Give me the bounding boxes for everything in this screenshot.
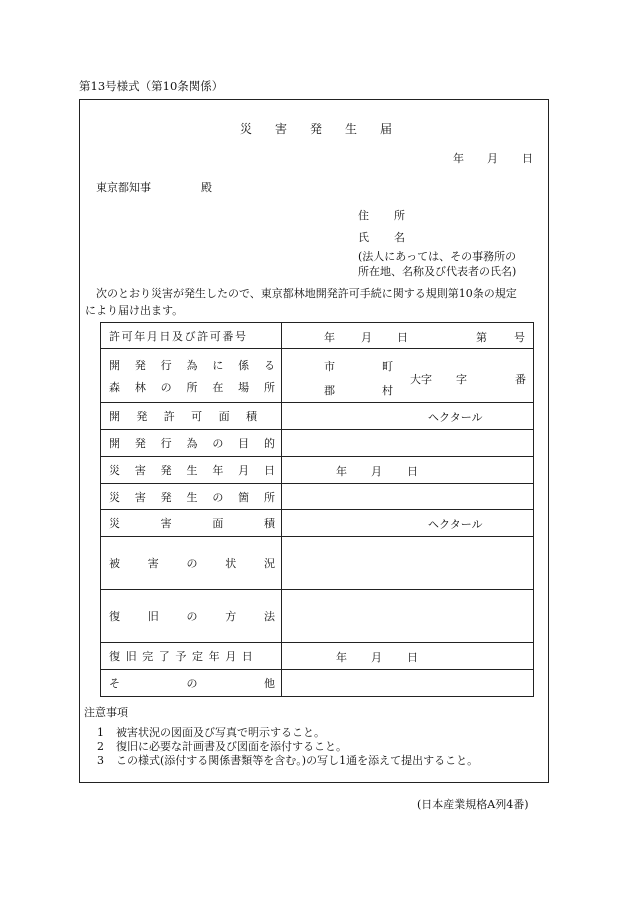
label-damage: 被 害 の 状 況: [101, 537, 282, 590]
paper-size-note: (日本産業規格A列4番): [417, 798, 529, 811]
row-permit-area: [101, 403, 534, 430]
form-number: 第13号様式（第10条関係）: [79, 79, 224, 93]
row-disaster-place: [101, 484, 534, 510]
value-other[interactable]: [282, 670, 534, 697]
label-location: 開 発 行 為 に 係 る 森 林 の 所 在 場 所: [101, 349, 282, 403]
note-item-3: 3 この様式(添付する関係書類等を含む。)の写し1通を添えて提出すること。: [97, 754, 479, 767]
value-completion[interactable]: 年 月 日: [282, 643, 534, 670]
value-permit[interactable]: 年 月 日 第 号: [282, 323, 534, 349]
disaster-report-table: [100, 322, 534, 697]
row-purpose: [101, 430, 534, 457]
value-recovery[interactable]: [282, 590, 534, 643]
label-disaster-date: 災 害 発 生 年 月 日: [101, 457, 282, 484]
value-permit-area[interactable]: ヘクタール: [282, 403, 534, 430]
value-disaster-place[interactable]: [282, 484, 534, 510]
label-completion: 復旧完了予定年月日: [101, 643, 282, 670]
form-title: 災 害 発 生 届: [240, 122, 392, 136]
label-purpose: 開 発 行 為 の 目 的: [101, 430, 282, 457]
note-item-2: 2 復旧に必要な計画書及び図面を添付すること。: [97, 740, 347, 753]
intro-line2: により届け出ます。: [85, 304, 184, 317]
value-location[interactable]: 市 郡 町 村 大字 字 番: [282, 349, 534, 403]
label-other: そ の 他: [101, 670, 282, 697]
intro-line1: 次のとおり災害が発生したので、東京都林地開発許可手続に関する規則第10条の規定: [96, 287, 517, 300]
row-damage: [101, 537, 534, 590]
date-year: 年: [453, 152, 464, 165]
label-permit-area: 開 発 許 可 面 積: [101, 403, 282, 430]
row-disaster-date: [101, 457, 534, 484]
label-recovery: 復 旧 の 方 法: [101, 590, 282, 643]
note-item-1: 1 被害状況の図面及び写真で明示すること。: [97, 726, 325, 739]
label-disaster-place: 災 害 発 生 の 箇 所: [101, 484, 282, 510]
applicant-address-label: 住 所: [358, 209, 405, 222]
row-other: [101, 670, 534, 697]
corporate-note-line1: (法人にあっては、その事務所の: [358, 250, 517, 263]
notes-heading: 注意事項: [84, 706, 128, 719]
value-damage[interactable]: [282, 537, 534, 590]
applicant-name-label: 氏 名: [358, 231, 405, 244]
row-completion: [101, 643, 534, 670]
label-disaster-area: 災 害 面 積: [101, 510, 282, 537]
value-disaster-date[interactable]: 年 月 日: [282, 457, 534, 484]
row-permit: [101, 323, 534, 349]
row-disaster-area: [101, 510, 534, 537]
addressee-honorific: 殿: [201, 181, 212, 194]
value-purpose[interactable]: [282, 430, 534, 457]
date-month: 月: [487, 152, 498, 165]
label-permit: 許可年月日及び許可番号: [101, 323, 282, 349]
value-disaster-area[interactable]: ヘクタール: [282, 510, 534, 537]
corporate-note-line2: 所在地、名称及び代表者の氏名): [358, 265, 517, 278]
row-recovery: [101, 590, 534, 643]
date-day: 日: [522, 152, 533, 165]
row-location: [101, 349, 534, 403]
addressee: 東京都知事: [96, 181, 151, 194]
